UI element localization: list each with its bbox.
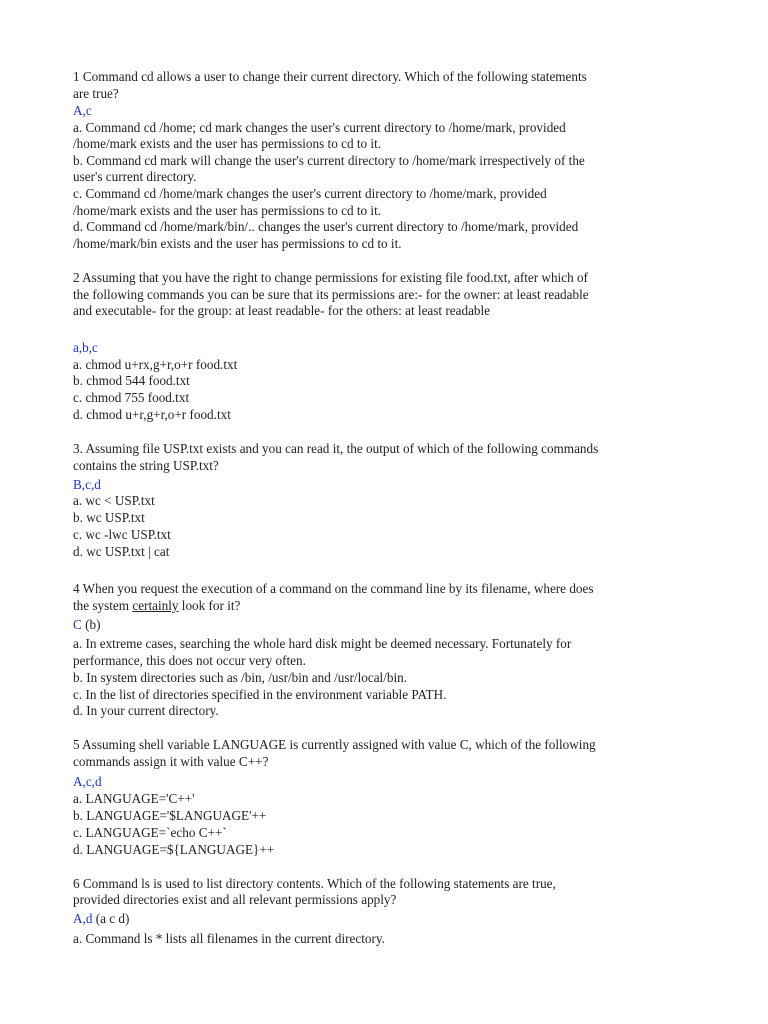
question-3-option: a. wc < USP.txt bbox=[73, 493, 155, 508]
question-2-option: a. chmod u+rx,g+r,o+r food.txt bbox=[73, 357, 238, 372]
question-1-option: /home/mark/bin exists and the user has permissions to cd to it. bbox=[73, 236, 402, 251]
question-6-answer-note: (a c d) bbox=[92, 911, 130, 926]
question-5-option: b. LANGUAGE='$LANGUAGE'++ bbox=[73, 808, 267, 823]
question-1-option: c. Command cd /home/mark changes the user's current directory to /home/mark, provided bbox=[73, 186, 547, 201]
question-5-text: 5 Assuming shell variable LANGUAGE is currently assigned with value C, which of the following bbox=[73, 737, 596, 752]
question-4-option: d. In your current directory. bbox=[73, 703, 219, 718]
question-1-option: /home/mark exists and the user has permissions to cd to it. bbox=[73, 203, 382, 218]
question-4-option: performance, this does not occur very often. bbox=[73, 653, 306, 668]
question-3-text: 3. Assuming file USP.txt exists and you can read it, the output of which of the following commands bbox=[73, 441, 599, 456]
question-1-option: b. Command cd mark will change the user's current directory to /home/mark irrespectively of the bbox=[73, 153, 585, 168]
question-4-text: 4 When you request the execution of a command on the command line by its filename, where does bbox=[73, 581, 594, 596]
question-6-option: a. Command ls * lists all filenames in the current directory. bbox=[73, 931, 385, 946]
question-5-option: a. LANGUAGE='C++' bbox=[73, 791, 195, 806]
question-6-answer-line bbox=[73, 911, 129, 927]
question-5-option: d. LANGUAGE=${LANGUAGE}++ bbox=[73, 842, 275, 857]
question-3-option: d. wc USP.txt | cat bbox=[73, 544, 170, 559]
question-1-option: a. Command cd /home; cd mark changes the user's current directory to /home/mark, provided bbox=[73, 120, 566, 135]
question-4-text bbox=[73, 598, 240, 614]
question-1-text: are true? bbox=[73, 86, 119, 101]
question-1-option: /home/mark exists and the user has permissions to cd to it. bbox=[73, 136, 382, 151]
question-6-text: 6 Command ls is used to list directory contents. Which of the following statements are true, bbox=[73, 876, 556, 891]
question-1-text: 1 Command cd allows a user to change their current directory. Which of the following statements bbox=[73, 69, 587, 84]
question-2-text: and executable- for the group: at least readable- for the others: at least readable bbox=[73, 303, 491, 318]
question-2-option: d. chmod u+r,g+r,o+r food.txt bbox=[73, 407, 231, 422]
question-1-answer: A,c bbox=[73, 103, 92, 118]
question-4-text-end: look for it? bbox=[178, 598, 241, 613]
question-1-option: d. Command cd /home/mark/bin/.. changes the user's current directory to /home/mark, provided bbox=[73, 219, 579, 234]
question-1-option: user's current directory. bbox=[73, 169, 197, 184]
question-4-text-start: the system bbox=[73, 598, 133, 613]
question-6-text: provided directories exist and all relevant permissions apply? bbox=[73, 892, 397, 907]
question-3-option: c. wc -lwc USP.txt bbox=[73, 527, 171, 542]
question-2-option: b. chmod 544 food.txt bbox=[73, 373, 190, 388]
underlined-word: certainly bbox=[132, 598, 179, 613]
question-2-answer: a,b,c bbox=[73, 340, 98, 355]
question-2-text: the following commands you can be sure that its permissions are:- for the owner: at least readable bbox=[73, 287, 589, 302]
question-5-answer: A,c,d bbox=[73, 774, 102, 789]
question-4-answer-line bbox=[73, 617, 100, 633]
question-3-option: b. wc USP.txt bbox=[73, 510, 145, 525]
question-5-text: commands assign it with value C++? bbox=[73, 754, 269, 769]
question-4-option: c. In the list of directories specified in the environment variable PATH. bbox=[73, 687, 447, 702]
question-4-option: a. In extreme cases, searching the whole hard disk might be deemed necessary. Fortunately for bbox=[73, 636, 572, 651]
question-3-answer: B,c,d bbox=[73, 477, 101, 492]
question-6-answer: A,d bbox=[73, 911, 93, 926]
question-4-answer: C bbox=[73, 617, 82, 632]
question-3-text: contains the string USP.txt? bbox=[73, 458, 219, 473]
question-2-option: c. chmod 755 food.txt bbox=[73, 390, 190, 405]
question-4-option: b. In system directories such as /bin, /usr/bin and /usr/local/bin. bbox=[73, 670, 408, 685]
question-2-text: 2 Assuming that you have the right to change permissions for existing file food.txt, after which of bbox=[73, 270, 588, 285]
question-4-answer-note: (b) bbox=[81, 617, 101, 632]
question-5-option: c. LANGUAGE=`echo C++` bbox=[73, 825, 227, 840]
